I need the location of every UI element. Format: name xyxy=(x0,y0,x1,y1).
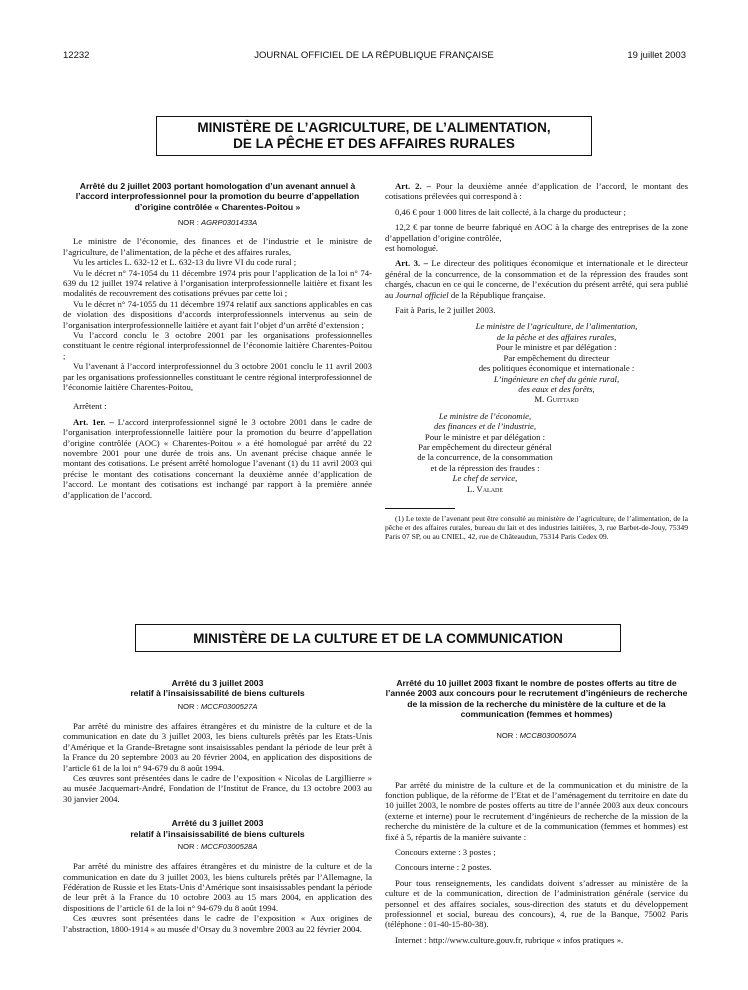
body-paragraph: Concours externe : 3 postes ; xyxy=(395,847,496,858)
arrete-title: Arrêté du 3 juillet 2003 xyxy=(171,678,264,688)
visa-paragraph: Vu le décret n° 74-1055 du 11 décembre 1974 relatif aux sanctions applicables en cas de violation des dispositions d’accords interprofessionnels intervenus au sein de l’organisation interprofessionnelle laitière et ayant fait l’objet d’un arrêté d’extension ; xyxy=(63,298,372,330)
arrete-title: Arrêté du 10 juillet 2003 fixant le nombre de postes offerts au titre de l’année 2003 aux concours pour le recrutement d’ingénieurs de recherche de la mission de la recherche du ministère de la culture et de la communication (femmes et hommes) xyxy=(385,678,688,719)
page-number: 12232 xyxy=(63,50,90,61)
fait-a-paris: Fait à Paris, le 2 juillet 2003. xyxy=(395,305,496,316)
ministry-title-line1: MINISTÈRE DE LA CULTURE ET DE LA COMMUNICATION xyxy=(193,630,563,646)
internet-reference: Internet : http://www.culture.gouv.fr, rubrique « infos pratiques ». xyxy=(395,934,624,945)
body-paragraph: Par arrêté du ministre des affaires étrangères et du ministre de la culture et de la communication en date du 3 juillet 2003, les biens culturels prêtés par les Etats-Unis d’Amérique et la Grande-Bretagne sont insaisissables pendant la période de leur prêt à la France du 20 septembre 2003 au 20 février 2004, en application des dispositions de l’article 61 de la loi n° 94-679 du 8 août 1994. xyxy=(63,721,372,773)
footnote-divider xyxy=(385,508,455,509)
article-1: Art. 1er. – L’accord interprofessionnel signé le 3 octobre 2001 dans le cadre de l’organisation interprofessionnelle laitière pour la promotion du beurre d’appellation d’origine contrôlée (AOC) « Charentes-Poitou » a été homologué par arrêté du 22 novembre 2001 pour une durée de trois ans. Un avenant précise chaque année le montant des cotisations. Le présent arrêté homologue l’avenant (1) du 11 avril 2003 qui précise le montant des cotisations concernant la deuxième année d’application de l’accord. Le montant des cotisations est inchangé par rapport à la première année d’application de l’accord. xyxy=(63,416,372,500)
arretent-label: Arrêtent : xyxy=(73,401,107,412)
ministry-title-line2: DE LA PÊCHE ET DES AFFAIRES RURALES xyxy=(233,136,515,151)
arrete-culture-right xyxy=(385,678,688,945)
body-paragraph: Par arrêté du ministre des affaires étrangères et du ministre de la culture et de la communication en date du 3 juillet 2003, les biens culturels prêtés par l’Allemagne, la Fédération de Russie et les Etats-Unis d’Amérique sont insaisissables pendant la période de leur prêt à la France du 10 octobre 2003 au 15 mars 2004, en application des dispositions de l’article 61 de la loi n° 94-679 du 8 août 1994. xyxy=(63,861,372,913)
nor-reference: NOR : MCCF0300528A xyxy=(177,841,258,851)
arrete-title: Arrêté du 3 juillet 2003 xyxy=(171,818,264,829)
nor-reference: NOR : MCCB0300507A xyxy=(496,731,577,741)
arretes-culture-left xyxy=(63,678,372,934)
signature-line: Pour le ministre et par délégation : xyxy=(424,431,546,442)
signature-line: Le chef de service, xyxy=(452,473,518,484)
signature-line: Le ministre de l’économie, xyxy=(438,410,532,421)
signature-line: des politiques économique et internationale : xyxy=(478,363,635,374)
body-paragraph: Par arrêté du ministre de la culture et de la communication et du ministre de la fonction publique, de la réforme de l’Etat et de l’aménagement du territoire en date du 10 juillet 2003, le nombre de postes offerts au titre de l’année 2003 aux deux concours (externe et interne) pour le recrutement d’ingénieurs de recherche de la mission de la recherche du ministère de la culture et de la communication (femmes et hommes) est fixé à 5, répartis de la manière suivante : xyxy=(385,779,688,842)
article-2-item-a: 0,46 € pour 1 000 litres de lait collecté, à la charge du producteur ; xyxy=(395,206,626,217)
visa-paragraph: Vu les articles L. 632-12 et L. 632-13 du livre VI du code rural ; xyxy=(73,257,297,268)
signature-line: de la pêche et des affaires rurales, xyxy=(496,331,617,342)
visa-paragraph: Vu l’accord conclu le 3 octobre 2001 par les organisations professionnelles constituant le centre régional interprofessionnel de l’économie laitière Charentes-Poitou ; xyxy=(63,329,372,361)
signature-line: et de la répression des fraudes : xyxy=(430,462,540,473)
header-date: 19 juillet 2003 xyxy=(627,50,686,61)
signatory-name: M. Guittard xyxy=(534,394,579,405)
article-2-item-b: 12,2 € par tonne de beurre fabriqué en AOC à la charge des entreprises de la zone d’appellation d’origine contrôlée, xyxy=(385,222,688,243)
signature-line: L’ingénieure en chef du génie rural, xyxy=(493,373,620,384)
article-2: Art. 2. – Pour la deuxième année d’application de l’accord, le montant des cotisations prélevées qui correspond à : xyxy=(385,181,688,202)
signature-line: des eaux et des forêts, xyxy=(518,383,595,394)
signature-line: de la concurrence, de la consommation xyxy=(417,452,553,463)
visa-paragraph: Vu l’avenant à l’accord interprofessionnel du 3 octobre 2001 conclu le 11 avril 2003 par les organisations professionnelles constituant le centre régional interprofessionnel de l’économie laitière Charentes-Poitou, xyxy=(63,361,372,392)
signature-block-agriculture xyxy=(385,321,688,404)
signatory-name: L. Valade xyxy=(466,483,504,494)
visa-paragraph: Le ministre de l’économie, des finances et de l’industrie et le ministre de l’agriculture, de l’alimentation, de la pêche et des affaires rurales, xyxy=(63,236,372,257)
ministry-title-line1: MINISTÈRE DE L’AGRICULTURE, DE L’ALIMENTATION, xyxy=(197,120,551,135)
body-paragraph: Ces œuvres sont présentées dans le cadre de l’exposition « Nicolas de Largillierre » au musée Jacquemart-André, Fondation de l’Institut de France, du 13 octobre 2003 au 30 janvier 2004. xyxy=(63,773,372,804)
article-2-conclusion: est homologué. xyxy=(385,243,439,254)
signature-line: Pour le ministre et par délégation : xyxy=(496,342,617,353)
article-3: Art. 3. – Le directeur des politiques économique et internationale et le directeur général de la concurrence, de la consommation et de la répression des fraudes sont chargés, chacun en ce qui le concerne, de l’exécution du présent arrêté, qui sera publié au Journal officiel de la République française. xyxy=(385,258,688,300)
signature-block-economie xyxy=(385,411,585,494)
ministry-agriculture-box xyxy=(156,116,592,156)
body-paragraph: Ces œuvres sont présentées dans le cadre de l’exposition « Aux origines de l’abstraction, 1800-1914 » au musée d’Orsay du 3 novembre 2003 au 22 février 2004. xyxy=(63,913,372,934)
arrete-title: Arrêté du 2 juillet 2003 portant homologation d’un avenant annuel à l’accord interprofessionnel pour la promotion du beurre d’appellation d’origine contrôlée « Charentes-Poitou » xyxy=(75,181,360,212)
signature-line: Par empêchement du directeur général xyxy=(418,441,552,452)
signature-line: des finances et de l’industrie, xyxy=(433,421,537,432)
nor-reference: NOR : AGRP0301433A xyxy=(177,217,258,227)
arrete-subtitle: relatif à l’insaisissabilité de biens culturels xyxy=(130,828,305,839)
ministry-culture-box xyxy=(135,624,621,652)
body-paragraph: Pour tous renseignements, les candidats doivent s’adresser au ministère de la culture et de la communication, direction de l’administration générale (service du personnel et des affaires sociales, sous-direction des statuts et du développement professionnel et social, bureau des concours), 4, rue de la Banque, 75002 Paris (téléphone : 01-40-15-80-38). xyxy=(385,877,688,930)
visa-paragraph: Vu le décret n° 74-1054 du 11 décembre 1974 pris pour l’application de la loi n° 74-639 du 12 juillet 1974 relative à l’organisation interprofessionnelle laitière et fixant les modalités de recouvrement des cotisations prévues par cette loi ; xyxy=(63,267,372,299)
signature-line: Le ministre de l’agriculture, de l’alimentation, xyxy=(475,321,638,332)
journal-title: JOURNAL OFFICIEL DE LA RÉPUBLIQUE FRANÇAISE xyxy=(254,50,494,61)
body-paragraph: Concours interne : 2 postes. xyxy=(395,862,492,873)
arrete-agriculture-right xyxy=(385,181,688,542)
nor-reference: NOR : MCCF0300527A xyxy=(177,701,258,711)
arrete-agriculture-left xyxy=(63,181,372,500)
arrete-subtitle: relatif à l’insaisissabilité de biens culturels xyxy=(130,688,305,699)
footnote: (1) Le texte de l’avenant peut être consulté au ministère de l’agriculture, de l’alimentation, de la pêche et des affaires rurales, bureau du lait et des industries laitières, 3, rue Barbet-de-Jouy, 75349 Paris 07 SP, ou au CNIEL, 42, rue de Châteaudun, 75314 Paris Cedex 09. xyxy=(385,513,688,542)
signature-line: Par empêchement du directeur xyxy=(503,352,610,363)
